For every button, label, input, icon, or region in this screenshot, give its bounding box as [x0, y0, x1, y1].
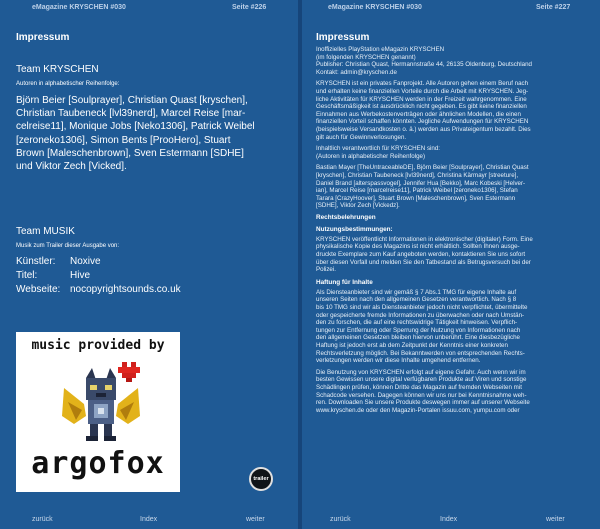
usage-block: [316, 236, 588, 274]
links-block: [316, 369, 588, 415]
right-back-link[interactable]: zurück: [330, 516, 351, 523]
about-line: finanziellen Vorteil schaffen könnten. Jegliche Aufwendungen für KRYSCHEN: [316, 118, 529, 126]
liability-line: bis 10 TMG sind wir als Diensteanbieter jedoch nicht verpflichtet, übermittelte: [316, 304, 528, 312]
usage-line: KRYSCHEN veröffentlicht Informationen in elektronischer (digitaler) Form. Eine: [316, 235, 533, 243]
trailer-play-button[interactable]: trailer: [249, 467, 273, 491]
site-row: [16, 283, 286, 297]
music-heading: Team MUSIK: [16, 226, 75, 237]
left-back-link[interactable]: zurück: [32, 516, 53, 523]
authors-line: Björn Beier [Soulprayer], Christian Quast [kryschen],: [16, 95, 248, 106]
intro-line: Kontakt: admin@kryschen.de: [316, 68, 397, 76]
about-line: Einnahmen aus Werbekostenverträgen oder ähnlichen Modellen, die einen: [316, 110, 521, 118]
authors-line: celreise11], Monique Jobs [Neko1306], Patrick Weibel: [16, 121, 255, 133]
authors-line: Brown [Maleschenbrown], Sven Estermann [SDHE]: [16, 147, 244, 159]
right-header-page: Seite #227: [536, 4, 571, 11]
page-spine: [298, 0, 302, 529]
authors-line: Christian Taubeneck [lvl39nerd], Marcel Reise [mar-: [16, 108, 246, 120]
team-note: Autoren in alphabetischer Reihenfolge:: [16, 81, 120, 87]
liability-line: den zu forschen, die auf eine rechtswidrige Tätigkeit hinweisen. Verpflich-: [316, 319, 518, 327]
track-value: Hive: [70, 270, 91, 281]
artist-label: Künstler:: [16, 256, 56, 267]
liability-line: den allgemeinen Gesetzen bleiben hiervon unberührt. Eine diesbezügliche: [316, 334, 520, 342]
liability-line: Als Diensteanbieter sind wir gemäß § 7 Abs.1 TMG für eigene Inhalte auf: [316, 288, 517, 296]
intro-line: (im folgenden KRYSCHEN genannt): [316, 53, 416, 61]
links-line: www.kryschen.de oder den Magazin-Portalen issuu.com, yumpu.com oder: [316, 406, 520, 414]
logo-caption: music provided by: [31, 338, 165, 353]
liability-heading: Haftung für Inhalte: [316, 278, 373, 286]
links-line: Die Benutzung von KRYSCHEN erfolgt auf eigene Gefahr. Auch wenn wir im: [316, 368, 526, 376]
links-line: besten Gewissen unsere digital verfügbaren Produkte auf Viren und sonstige: [316, 376, 527, 384]
site-value: nocopyrightsounds.co.uk: [70, 284, 181, 295]
liability-line: Rechtsverletzung möglich. Bei Bekanntwerden von entsprechenden Rechts-: [316, 349, 525, 357]
names-line: ian], Marcel Reise [marcelreise11], Patrick Weibel [zeroneko1306], Stefan: [316, 187, 518, 195]
left-header-page: Seite #226: [232, 4, 267, 11]
about-line: gilt auch für Gewinnverlosungen.: [316, 133, 407, 141]
links-line: ren. Downloaden Sie unsere Produkte deswegen immer auf unserer Webseite: [316, 399, 530, 407]
liability-line: verletzungen werden wir diese Inhalte umgehend entfernen.: [316, 357, 481, 365]
intro-line: Publisher: Christian Quast, Hermannstraße 44, 26135 Oldenburg, Deutschland: [316, 61, 532, 69]
authors-line: [zeroneko1306], Simon Bents [ProoHero], Stuart: [16, 134, 231, 146]
fox-mascot-icon: [56, 358, 146, 444]
liability-line: tungen zur Entfernung oder Sperrung der Nutzung von Informationen nach: [316, 326, 521, 334]
responsibility-block: [316, 145, 588, 160]
links-line: Schadcode versehen. Dagegen können wir uns nur bei Kenntnisnahme weh-: [316, 391, 527, 399]
logo-brand: argofox: [31, 446, 165, 481]
about-block: [316, 80, 588, 141]
argofox-logo: [16, 332, 180, 492]
legal-heading: Rechtsbelehrungen: [316, 213, 376, 221]
liability-line: oder gespeicherte fremde Informationen zu überwachen oder nach Umstän-: [316, 311, 525, 319]
names-line: Tarara [CrazyHoover], Stuart Brown [Maleschenbrown], Sven Estermann: [316, 194, 516, 202]
names-block: [316, 164, 588, 210]
left-index-link[interactable]: Index: [140, 516, 158, 523]
about-line: liche Aktivitäten für KRYSCHEN werden in der Freizeit wahrgenommen. Eine: [316, 95, 527, 103]
liability-line: Haftung ist jedoch erst ab dem Zeitpunkt der Kenntnis einer konkreten: [316, 342, 508, 349]
usage-heading: Nutzungsbestimmungen:: [316, 225, 393, 233]
usage-line: Polizei.: [316, 266, 336, 274]
track-row: [16, 269, 286, 283]
liability-line: unseren Seiten nach den allgemeinen Gesetzen verantwortlich. Nach § 8: [316, 296, 517, 304]
resp-line: (Autoren in alphabetischer Reihenfolge): [316, 152, 426, 160]
track-label: Titel:: [16, 270, 38, 281]
resp-line: Inhaltlich verantwortlich für KRYSCHEN sind:: [316, 145, 441, 153]
about-line: Geschäftsmäßigkeit ist ausdrücklich nicht gegeben. Es gibt keine finanziellen: [316, 103, 527, 111]
right-page-title: Impressum: [316, 32, 370, 43]
team-heading: Team KRYSCHEN: [16, 64, 99, 75]
names-line: Daniel Brand [alterspassvogel], Jennifer Hua [Bekko], Marc Kobeski [Helver-: [316, 179, 526, 187]
usage-line: über diesen Vorfall und melden Sie den Tatbestand als Betrugsversuch bei der: [316, 258, 531, 266]
right-index-link[interactable]: Index: [440, 516, 458, 523]
names-line: [kryschen], Christian Taubeneck [lvl39nerd], Christina Kärmayr [streeture],: [316, 171, 519, 179]
usage-line: druckte Exemplare zum Kauf angeboten werden, kontaktieren Sie uns sofort: [316, 251, 526, 259]
left-page-title: Impressum: [16, 32, 70, 43]
names-line: [SDHE], Viktor Zech [Vickedz].: [316, 202, 400, 210]
publisher-block: [316, 46, 588, 76]
site-label: Webseite:: [16, 284, 61, 295]
right-header-magazine: eMagazine KRYSCHEN #030: [328, 4, 422, 11]
right-next-link[interactable]: weiter: [546, 516, 565, 523]
authors-line: und Viktor Zech [Vicked].: [16, 161, 127, 173]
names-line: Bastian Mayer [TheUntraceableDE], Björn Beier [Soulprayer], Christian Quast: [316, 164, 529, 172]
music-credits: [16, 255, 286, 297]
music-note: Musik zum Trailer dieser Ausgabe von:: [16, 243, 120, 249]
artist-value: Noxive: [70, 256, 101, 267]
usage-line: physikalische Kopie des Magazins ist nicht erhältlich. Sollten Ihnen ausge-: [316, 243, 520, 251]
right-content: [316, 46, 588, 414]
about-line: (beispielsweise Versandkosten o. ä.) werden aus Privateigentum bezahlt. Dies: [316, 125, 531, 133]
authors-block: [16, 94, 294, 173]
liability-block: [316, 289, 588, 365]
about-line: KRYSCHEN ist ein privates Fanprojekt. Alle Autoren gehen einem Beruf nach: [316, 80, 529, 88]
left-next-link[interactable]: weiter: [246, 516, 265, 523]
artist-row: [16, 255, 286, 269]
links-line: Schädlingen prüfen, können Dritte das Magazin auf fremden Webseiten mit: [316, 383, 522, 391]
left-header-magazine: eMagazine KRYSCHEN #030: [32, 4, 126, 11]
about-line: und erhalten keine finanziellen Vorteile durch die Arbeit mit KRYSCHEN. Jeg-: [316, 87, 529, 95]
intro-line: Inoffizielles PlayStation eMagazin KRYSCHEN: [316, 46, 445, 53]
